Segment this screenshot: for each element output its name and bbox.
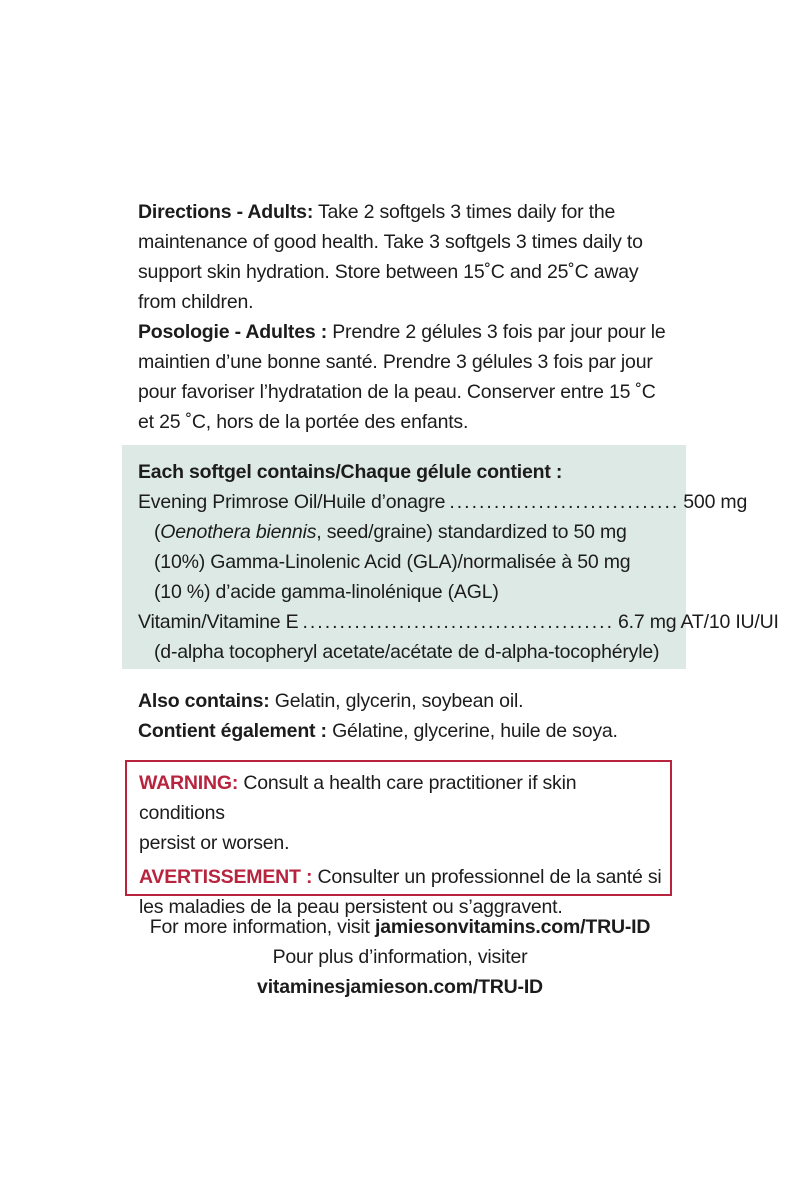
more-info-fr-url-line [100, 972, 700, 1002]
vitamin-dots: .......................................... [302, 611, 614, 633]
primrose-detail-1 [138, 517, 678, 547]
directions-fr-line1 [138, 317, 678, 347]
warning-en-line2: persist or worsen. [139, 832, 290, 854]
more-info-fr: Pour plus d’information, visiter [272, 946, 528, 968]
directions-fr-line2: maintien d’une bonne santé. Prendre 3 gélules 3 fois par jour [138, 351, 653, 373]
ingredient-primrose [138, 487, 748, 517]
ingredients-list [138, 457, 779, 667]
warning-fr-heading: AVERTISSEMENT : [139, 866, 313, 888]
more-info-en [100, 912, 700, 942]
primrose-detail-open: ( [154, 521, 161, 543]
more-info-en-url[interactable]: jamiesonvitamins.com/TRU-ID [374, 916, 651, 938]
primrose-detail-rest: , seed/graine) standardized to 50 mg [316, 521, 627, 543]
also-contains-fr [138, 716, 678, 746]
also-contains-en [138, 686, 678, 716]
directions-en-line2: maintenance of good health. Take 3 softgels 3 times daily to [138, 231, 643, 253]
directions-en-line1 [138, 197, 678, 227]
primrose-species: Oenothera biennis [160, 521, 317, 543]
directions-en-heading: Directions - Adults: [138, 201, 314, 223]
more-info [100, 912, 700, 1002]
primrose-detail-3: (10 %) d’acide gamma-linolénique (AGL) [154, 581, 499, 603]
warning-box [125, 760, 672, 918]
warning-en-text1: Consult a health care practitioner if skin conditions [139, 772, 577, 824]
directions-en [138, 197, 678, 317]
primrose-name: Evening Primrose Oil/Huile d’onagre [138, 491, 446, 513]
more-info-en-prefix: For more information, visit [149, 916, 375, 938]
directions-fr-text1: Prendre 2 gélules 3 fois par jour pour le [327, 321, 666, 343]
also-contains-en-heading: Also contains: [138, 690, 270, 712]
directions-fr-line3: pour favoriser l’hydratation de la peau. Conserver entre 15 ˚C [138, 381, 656, 403]
warning-text [139, 768, 664, 922]
also-contains-en-text: Gelatin, glycerin, soybean oil. [269, 690, 524, 712]
directions-en-line4: from children. [138, 291, 254, 313]
warning-fr-text1: Consulter un professionnel de la santé si [312, 866, 662, 888]
warning-en-heading: WARNING: [139, 772, 239, 794]
directions-fr-line4: et 25 ˚C, hors de la portée des enfants. [138, 411, 469, 433]
primrose-detail-2: (10%) Gamma-Linolenic Acid (GLA)/normalisée à 50 mg [154, 551, 631, 573]
warning-en-line1 [139, 768, 664, 828]
ingredients-heading-text: Each softgel contains/Chaque gélule contient : [138, 461, 563, 483]
directions-fr-heading: Posologie - Adultes : [138, 321, 328, 343]
directions-en-line3: support skin hydration. Store between 15˚C and 25˚C away [138, 261, 639, 283]
more-info-fr-url[interactable]: vitaminesjamieson.com/TRU-ID [257, 976, 543, 998]
ingredients-panel [122, 445, 779, 669]
ingredient-vitamin-e [138, 607, 779, 637]
ingredients-heading [138, 457, 678, 487]
also-contains-fr-text: Gélatine, glycerine, huile de soya. [326, 720, 618, 742]
directions-en-text1: Take 2 softgels 3 times daily for the [313, 201, 616, 223]
vitamin-amount: 6.7 mg AT/10 IU/UI [617, 611, 779, 633]
also-contains [138, 686, 678, 746]
primrose-dots: ............................... [449, 491, 680, 513]
warning-fr-line2: les maladies de la peau persistent ou s’aggravent. [139, 896, 563, 918]
also-contains-fr-heading: Contient également : [138, 720, 327, 742]
vitamin-name: Vitamin/Vitamine E [138, 611, 299, 633]
warning-fr-line1 [139, 862, 664, 892]
primrose-amount: 500 mg [683, 491, 748, 513]
directions-fr [138, 317, 678, 437]
vitamin-detail: (d-alpha tocopheryl acetate/acétate de d-alpha-tocophéryle) [154, 641, 660, 663]
